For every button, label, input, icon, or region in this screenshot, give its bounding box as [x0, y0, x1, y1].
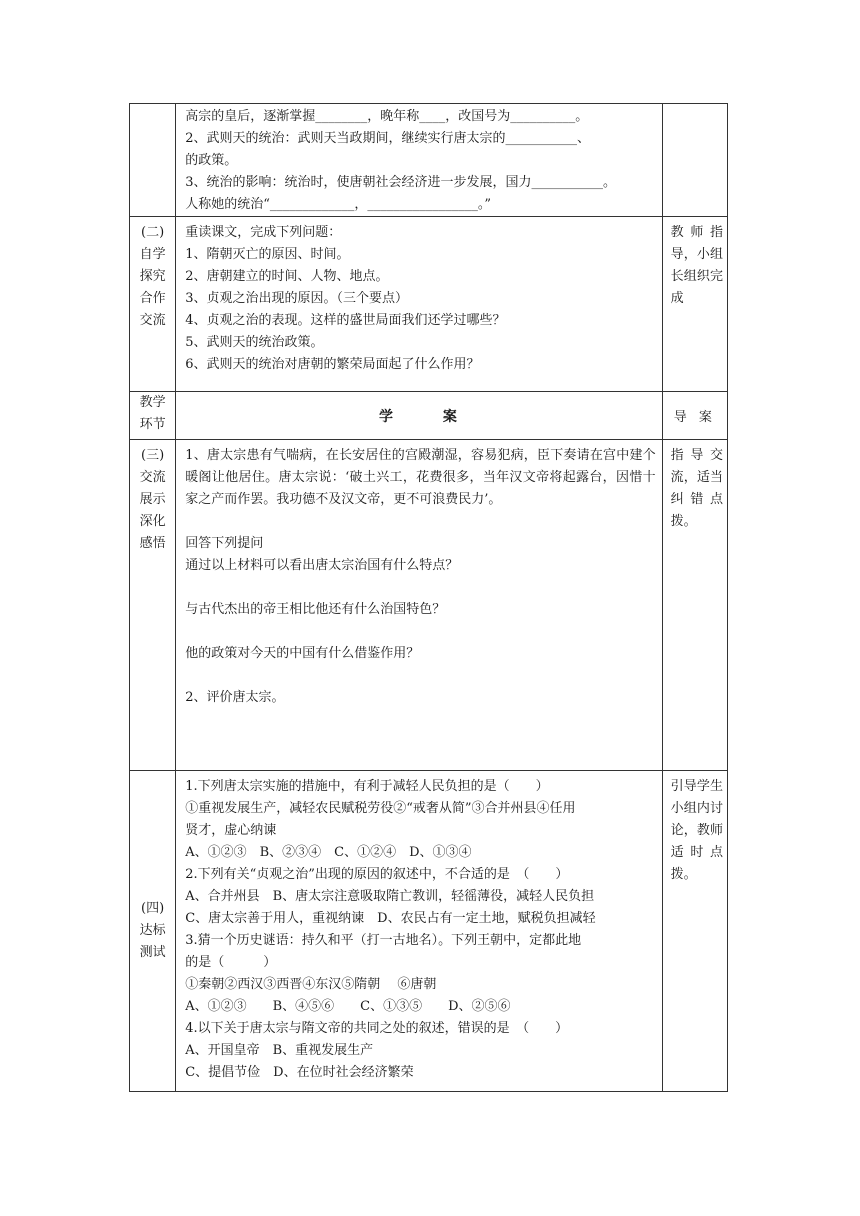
- test-line: 贤才，虚心纳谏: [185, 823, 277, 838]
- cell-test-content: [176, 771, 662, 1092]
- label-line: (三): [141, 448, 165, 463]
- question-item: 6、武则天的统治对唐朝的繁荣局面起了什么作用？: [185, 357, 480, 372]
- row-test: [130, 771, 728, 1092]
- cell-section-label: [130, 771, 176, 1092]
- test-line: C、唐太宗善于用人，重视纳谏 D、农民占有一定土地，赋税负担减轻: [185, 911, 596, 926]
- label-line: 深化: [139, 514, 166, 529]
- cell-continuation-content: [176, 104, 662, 217]
- teacher-note: 指导交流，适当纠错点拨。: [670, 448, 723, 529]
- test-line: ①秦朝②西汉③西晋④东汉⑤隋朝 ⑥唐朝: [185, 977, 437, 992]
- text-line: 人称她的统治“_____________，_________________。”: [185, 197, 492, 212]
- label-line: 自学: [139, 247, 166, 262]
- label-line: 交流: [139, 470, 166, 485]
- row-exchange: [130, 440, 728, 771]
- cell-empty-note: [662, 104, 727, 217]
- test-line: 1.下列唐太宗实施的措施中，有利于减轻人民负担的是（ ）: [185, 779, 549, 794]
- label-line: (二): [141, 225, 165, 240]
- question-item: 3、贞观之治出现的原因。（三个要点）: [185, 291, 408, 306]
- label-line: 测试: [139, 945, 166, 960]
- cell-self-study-content: [176, 217, 662, 392]
- question-item: 他的政策对今天的中国有什么借鉴作用？: [185, 646, 420, 661]
- section-label: [130, 898, 175, 964]
- label-line: 展示: [139, 492, 166, 507]
- test-line: ①重视发展生产，减轻农民赋税劳役②“戒奢从简”③合并州县④任用: [185, 801, 576, 816]
- header-stage-line: 教学: [139, 395, 166, 410]
- lesson-plan-table: [129, 103, 728, 1092]
- prompt-text: 回答下列提问: [185, 536, 264, 551]
- cell-teacher-note: [662, 217, 727, 392]
- teacher-note: 引导学生小组内讨论，教师适时点拨。: [670, 779, 723, 882]
- test-line: A、①②③ B、④⑤⑥ C、①③⑤ D、②⑤⑥: [185, 999, 511, 1014]
- section-label: [130, 217, 175, 332]
- label-line: 达标: [139, 923, 166, 938]
- test-line: 的是（ ）: [185, 955, 277, 970]
- label-line: 探究: [139, 269, 166, 284]
- cell-exchange-content: [176, 440, 662, 771]
- test-line: A、合并州县 B、唐太宗注意吸取隋亡教训，轻徭薄役，减轻人民负担: [185, 889, 595, 904]
- section-label: [130, 440, 175, 555]
- cell-teacher-note: [662, 771, 727, 1092]
- question-item: 4、贞观之治的表现。这样的盛世局面我们还学过哪些？: [185, 313, 506, 328]
- row-self-study: [130, 217, 728, 392]
- question-item: 1、隋朝灭亡的原因、时间。: [185, 247, 350, 262]
- test-line: 4.以下关于唐太宗与隋文帝的共同之处的叙述，错误的是 （ ）: [185, 1021, 569, 1036]
- question-item: 2、评价唐太宗。: [185, 690, 285, 705]
- question-item: 5、武则天的统治政策。: [185, 335, 324, 350]
- row-header: [130, 392, 728, 440]
- question-item: 2、唐朝建立的时间、人物、地点。: [185, 269, 389, 284]
- label-line: 合作: [139, 291, 166, 306]
- label-line: (四): [141, 901, 165, 916]
- text-line: 的政策。: [185, 153, 238, 168]
- text-line: 2、武则天的统治：武则天当政期间，继续实行唐太宗的___________、: [185, 131, 590, 146]
- test-line: A、①②③ B、②③④ C、①②④ D、①③④: [185, 845, 472, 860]
- test-line: 2.下列有关“贞观之治”出现的原因的叙述中，不合适的是 （ ）: [185, 867, 569, 882]
- test-line: A、开国皇帝 B、重视发展生产: [185, 1043, 374, 1058]
- test-line: 3.猜一个历史谜语：持久和平（打一古地名）。下列王朝中，定都此地: [185, 933, 582, 948]
- intro-text: 重读课文，完成下列问题：: [185, 225, 342, 240]
- cell-section-label: [130, 440, 176, 771]
- label-line: 交流: [139, 313, 166, 328]
- row-continuation: [130, 104, 728, 217]
- teacher-note: 教师指导，小组长组织完成: [670, 225, 723, 306]
- material-paragraph: 1、唐太宗患有气喘病，在长安居住的宫殿潮湿，容易犯病，臣下奏请在宫中建个暖阁让他居住。唐太宗说：‘破土兴工，花费很多，当年汉文帝将起露台，因惜十家之产而作罢。我功德不及汉文帝，更不可浪费民力’。: [185, 448, 656, 507]
- text-line: 3、统治的影响：统治时，使唐朝社会经济进一步发展，国力___________。: [185, 175, 616, 190]
- test-line: C、提倡节俭 D、在位时社会经济繁荣: [185, 1065, 414, 1080]
- cell-section-label: [130, 217, 176, 392]
- question-item: 通过以上材料可以看出唐太宗治国有什么特点？: [185, 558, 459, 573]
- cell-empty-label: [130, 104, 176, 217]
- text-line: 高宗的皇后，逐渐掌握________，晚年称____，改国号为__________。: [185, 109, 589, 124]
- header-stage: [130, 392, 176, 440]
- header-stage-line: 环节: [139, 417, 166, 432]
- header-guide-plan: 导 案: [662, 392, 727, 440]
- question-item: 与古代杰出的帝王相比他还有什么治国特色？: [185, 602, 446, 617]
- header-study-plan: 学 案: [176, 392, 662, 440]
- cell-teacher-note: [662, 440, 727, 771]
- label-line: 感悟: [139, 536, 166, 551]
